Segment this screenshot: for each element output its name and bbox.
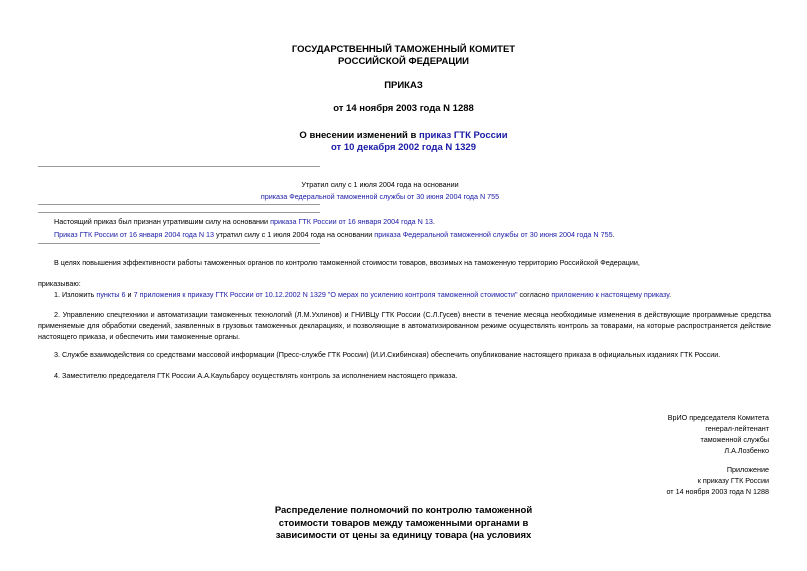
appendix-title-line: зависимости от цены за единицу товара (на условиях: [275, 530, 532, 541]
appendix-ref-line: от 14 ноября 2003 года N 1288: [666, 487, 769, 496]
appendix-reference: [666, 464, 769, 497]
link-this-appendix[interactable]: приложению к настоящему приказу: [551, 290, 670, 299]
appendix-ref-line: Приложение: [726, 465, 769, 474]
date-number: от 14 ноября 2003 года N 1288: [333, 103, 474, 114]
item-4: 4. Заместителю председателя ГТК России А.А.Каульбарсу осуществлять контроль за исполнением настоящего приказа.: [54, 371, 458, 380]
order-word: приказываю:: [38, 279, 81, 288]
status-note-link[interactable]: приказа Федеральной таможенной службы от 30 июня 2004 года N 755: [260, 192, 500, 201]
link-point-7[interactable]: 7: [133, 290, 138, 299]
repeal-order-link[interactable]: Приказ ГТК России от 16 января 2004 года N 13: [54, 230, 215, 239]
recognition-text: Настоящий приказ был признан утратившим силу на основании: [54, 217, 271, 226]
repeal-text: утратил силу с 1 июля 2004 года на основании: [214, 230, 375, 239]
agency-name: [0, 44, 807, 67]
appendix-title-line: Распределение полномочий по контролю таможенной: [274, 505, 533, 516]
doc-type: ПРИКАЗ: [384, 80, 423, 91]
repeal-basis-link[interactable]: приказа Федеральной таможенной службы от 30 июня 2004 года N 755: [374, 230, 613, 239]
signature-line: генерал-лейтенант: [705, 424, 769, 433]
appendix-title-line: стоимости товаров между таможенными органами в: [278, 517, 529, 529]
divider: [38, 243, 320, 244]
signature-block: [668, 412, 769, 456]
title-prefix: О внесении изменений в: [299, 130, 420, 141]
item-1: 1. Изложить пункты 6 и 7 приложения к приказу ГТК России от 10.12.2002 N 1329 "О мерах по усилению контроля таможенной стоимости" согласно приложению к настоящему приказу.: [54, 290, 672, 299]
divider: [38, 204, 320, 205]
agency-line-1: ГОСУДАРСТВЕННЫЙ ТАМОЖЕННЫЙ КОМИТЕТ: [291, 44, 516, 55]
item-2: 2. Управлению спецтехники и автоматизации таможенных технологий (Л.М.Ухлинов) и ГНИВЦу ГТК России (С.Л.Гусев) внести в течение месяца необходимые изменения в действующие программные средства применяемые для обработки сведений, заявленных в грузовых таможенных декларациях, и позволяющие в автоматизированном режиме осуществлять контроль за товарами, на которые распространяется действие настоящего приказа, и обеспечить ими таможенные органы.: [38, 310, 771, 341]
link-order-1329-appendix[interactable]: приложения к приказу ГТК России от 10.12.2002 N 1329 "О мерах по усилению контроля таможенной стоимости": [139, 290, 518, 299]
title-link-order[interactable]: приказ ГТК России: [419, 130, 508, 141]
title-link-date[interactable]: от 10 декабря 2002 года N 1329: [330, 142, 476, 153]
appendix-ref-line: к приказу ГТК России: [697, 476, 769, 485]
signature-line: ВрИО председателя Комитета: [667, 413, 769, 422]
divider: [38, 166, 320, 167]
signature-name: Л.А.Лозбенко: [724, 446, 769, 455]
recognition-note: Настоящий приказ был признан утратившим силу на основании приказа ГТК России от 16 января 2004 года N 13. Приказ ГТК России от 16 января 2004 года N 13 утратил силу с 1 июля 2004 года на основании приказа Федеральной таможенной службы от 30 июня 2004 года N 755.: [54, 217, 615, 239]
divider: [38, 212, 320, 213]
page-title: [0, 130, 807, 153]
status-note: [200, 180, 560, 201]
signature-line: таможенной службы: [700, 435, 769, 444]
recognition-link[interactable]: приказа ГТК России от 16 января 2004 года N 13: [270, 217, 433, 226]
preamble: В целях повышения эффективности работы таможенных органов по контролю таможенной стоимости товаров, ввозимых на таможенную территорию Российской Федерации,: [54, 258, 640, 267]
item-3: 3. Службе взаимодействия со средствами массовой информации (Пресс-службе ГТК России) (И.И.Скибинская) обеспечить опубликование настоящего приказа в официальных изданиях ГТК России.: [54, 350, 721, 359]
agency-line-2: РОССИЙСКОЙ ФЕДЕРАЦИИ: [337, 56, 469, 67]
link-point-6[interactable]: пункты 6: [96, 290, 126, 299]
status-note-line1: Утратил силу с 1 июля 2004 года на основании: [301, 180, 459, 189]
appendix-title: [0, 505, 807, 543]
